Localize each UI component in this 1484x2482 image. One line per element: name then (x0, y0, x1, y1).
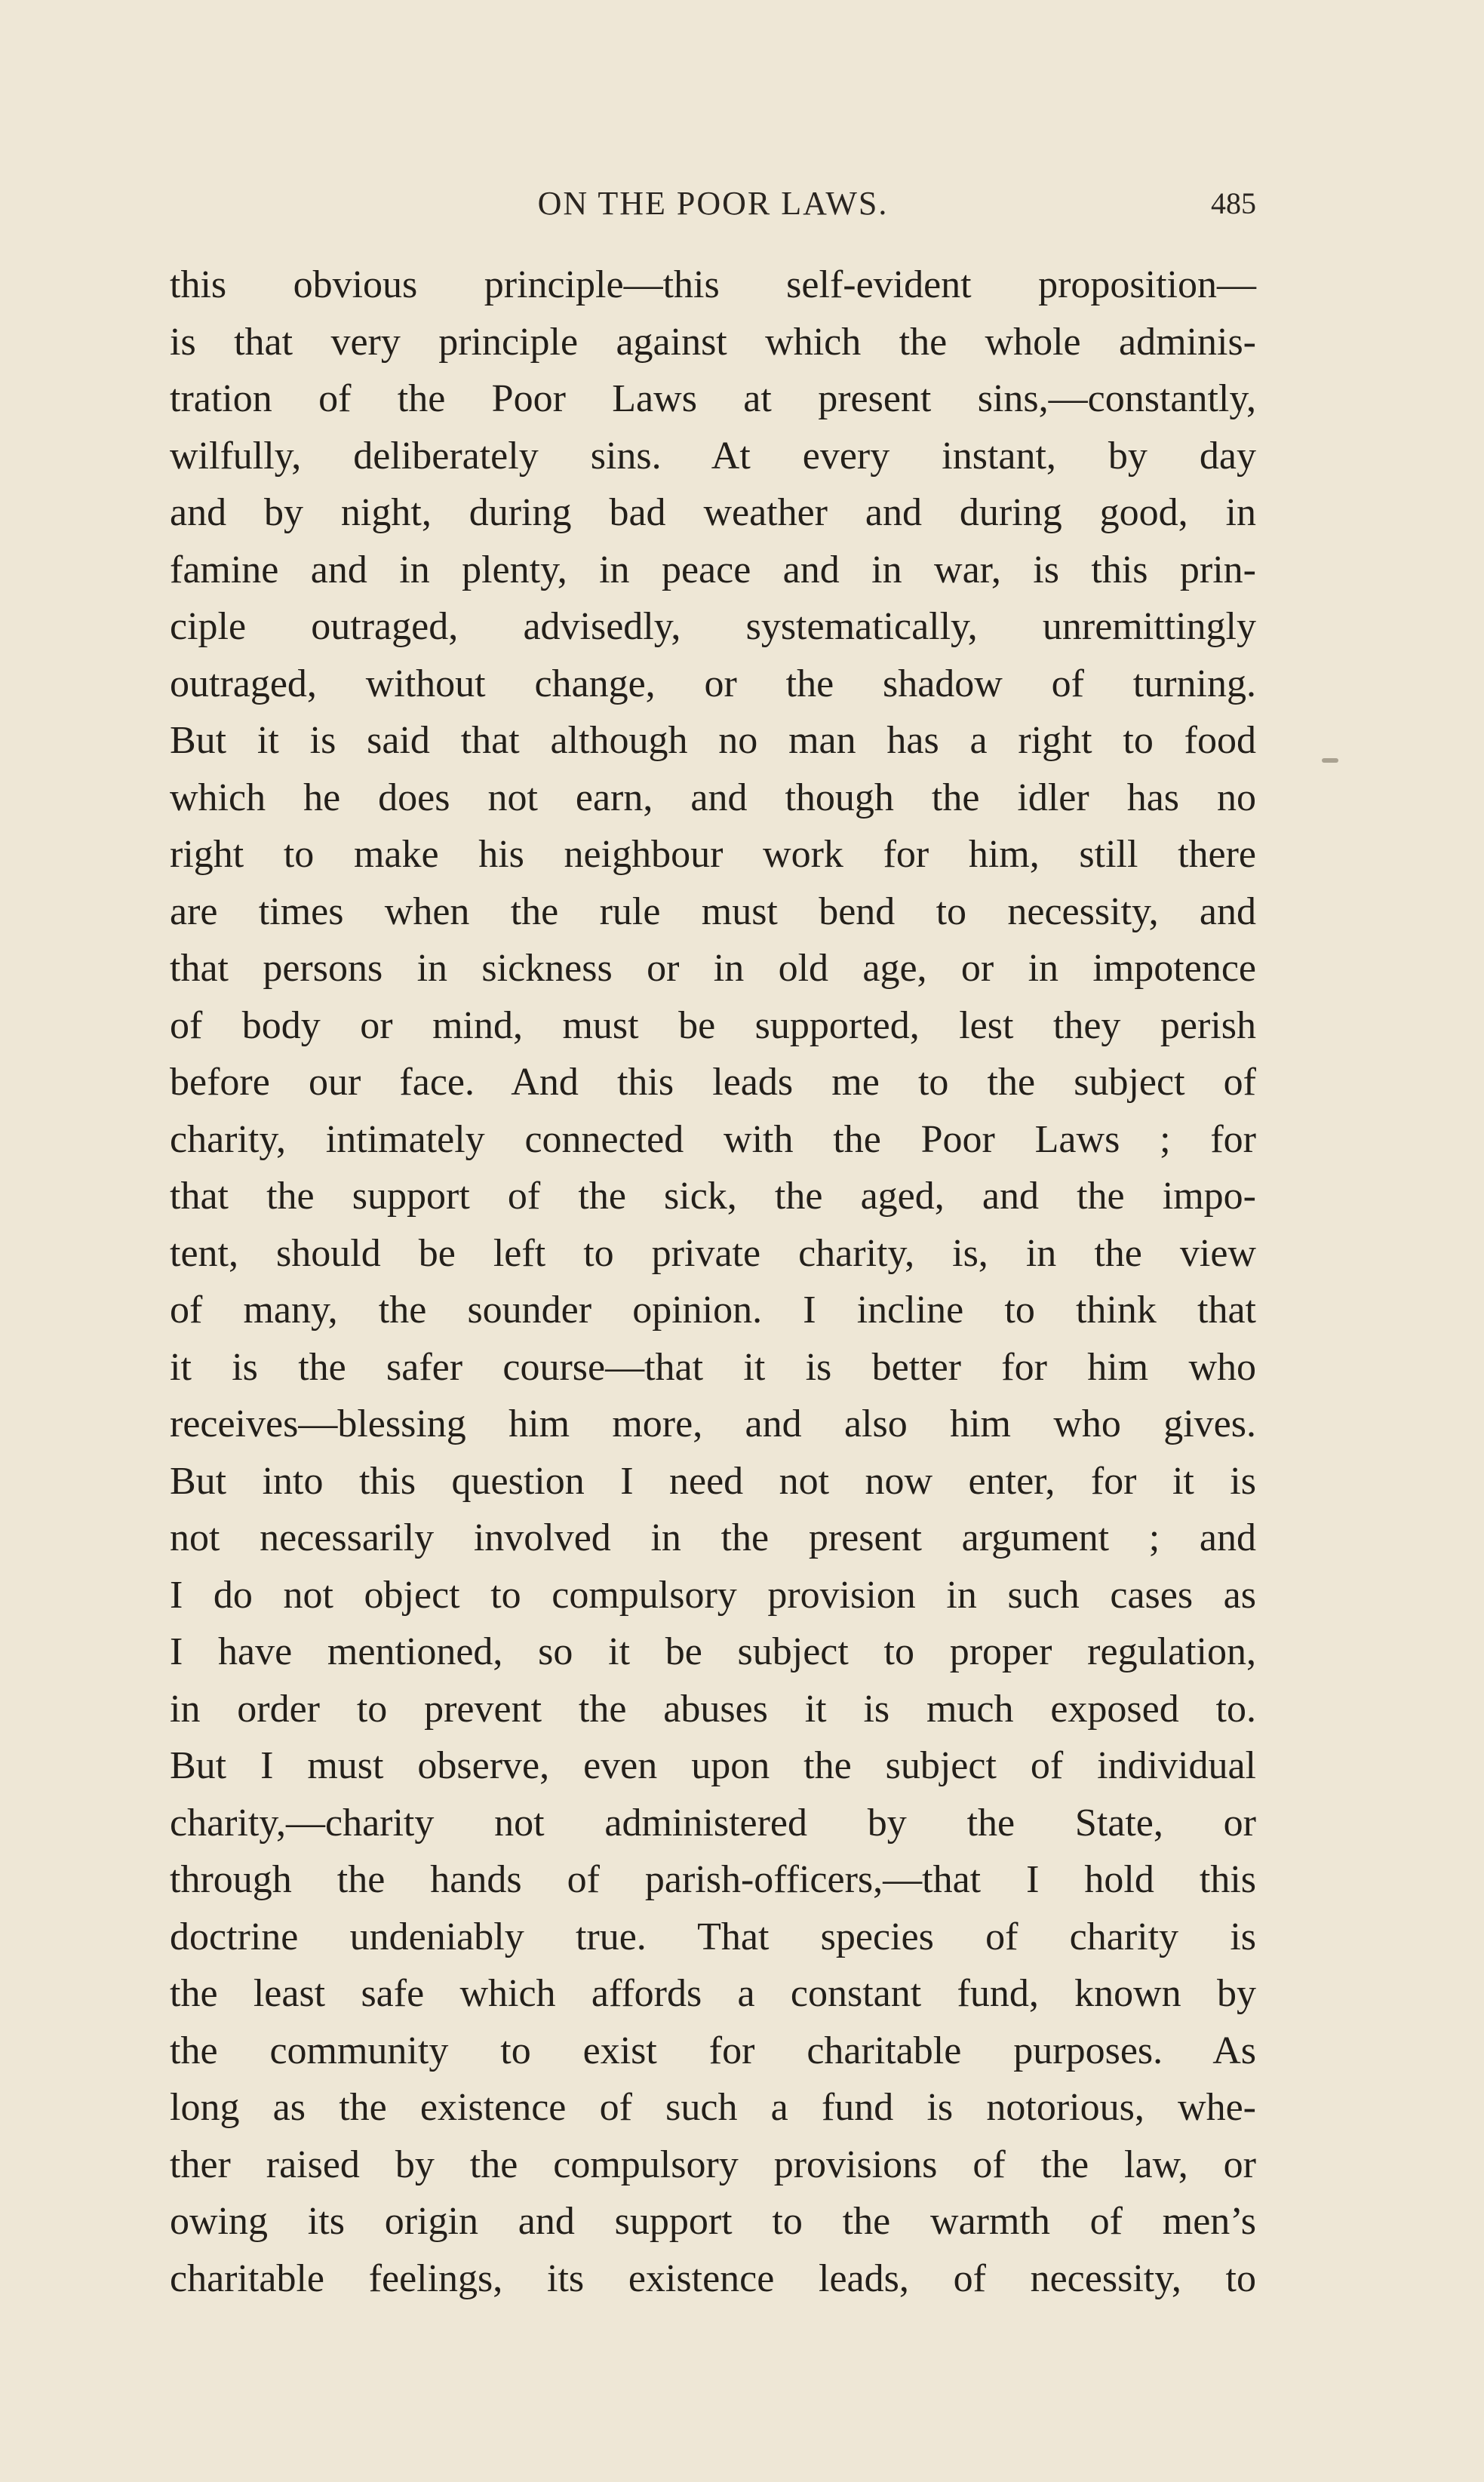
text-line: through the hands of parish-officers,—that I hold this (170, 1858, 1256, 1901)
text-line: wilfully, deliberately sins. At every instant, by day (170, 434, 1256, 478)
text-line: But into this question I need not now enter, for it is (170, 1459, 1256, 1503)
text-line: of many, the sounder opinion. I incline to think that (170, 1289, 1256, 1332)
text-line: But I must observe, even upon the subject of individual (170, 1744, 1256, 1787)
text-line: receives—blessing him more, and also him who gives. (170, 1402, 1256, 1445)
text-line: in order to prevent the abuses it is much exposed to. (170, 1687, 1256, 1731)
text-line: charity, intimately connected with the Poor Laws ; for (170, 1117, 1256, 1161)
text-line: tration of the Poor Laws at present sins,—constantly, (170, 377, 1256, 420)
text-line: before our face. And this leads me to the subject of (170, 1061, 1256, 1104)
page-header (170, 174, 1256, 234)
text-line: ther raised by the compulsory provisions of the law, or (170, 2143, 1256, 2186)
text-line: which he does not earn, and though the idler has no (170, 776, 1256, 819)
text-line: this obvious principle—this self-evident proposition— (170, 263, 1256, 306)
text-line: that persons in sickness or in old age, or in impotence (170, 947, 1256, 990)
text-line: that the support of the sick, the aged, and the impo- (170, 1175, 1256, 1218)
text-line: I do not object to compulsory provision in such cases as (170, 1573, 1256, 1617)
text-line: charity,—charity not administered by the State, or (170, 1801, 1256, 1845)
page-number: 485 (1211, 186, 1256, 220)
text-line: not necessarily involved in the present argument ; and (170, 1516, 1256, 1559)
text-line: are times when the rule must bend to necessity, and (170, 889, 1256, 933)
ink-fleck-mark (1322, 758, 1338, 763)
body-text (170, 256, 1256, 2307)
text-line: But it is said that although no man has a right to food (170, 719, 1256, 762)
text-line: and by night, during bad weather and during good, in (170, 491, 1256, 534)
text-line: I have mentioned, so it be subject to proper regulation, (170, 1630, 1256, 1673)
text-line: owing its origin and support to the warmth of men’s (170, 2200, 1256, 2243)
text-line: ciple outraged, advisedly, systematically, unremittingly (170, 605, 1256, 648)
text-line: the least safe which affords a constant fund, known by (170, 1972, 1256, 2015)
text-line: right to make his neighbour work for him, still there (170, 833, 1256, 876)
text-line: tent, should be left to private charity, is, in the view (170, 1231, 1256, 1275)
text-line: of body or mind, must be supported, lest they perish (170, 1003, 1256, 1047)
text-line: charitable feelings, its existence leads, of necessity, to (170, 2256, 1256, 2300)
text-line: doctrine undeniably true. That species of charity is (170, 1915, 1256, 1958)
text-line: it is the safer course—that it is better for him who (170, 1345, 1256, 1389)
running-title: ON THE POOR LAWS. (537, 185, 889, 222)
text-line: long as the existence of such a fund is notorious, whe- (170, 2086, 1256, 2129)
text-line: is that very principle against which the whole adminis- (170, 320, 1256, 364)
text-line: outraged, without change, or the shadow of turning. (170, 662, 1256, 705)
text-line: famine and in plenty, in peace and in war, is this prin- (170, 548, 1256, 591)
text-line: the community to exist for charitable purposes. As (170, 2029, 1256, 2072)
